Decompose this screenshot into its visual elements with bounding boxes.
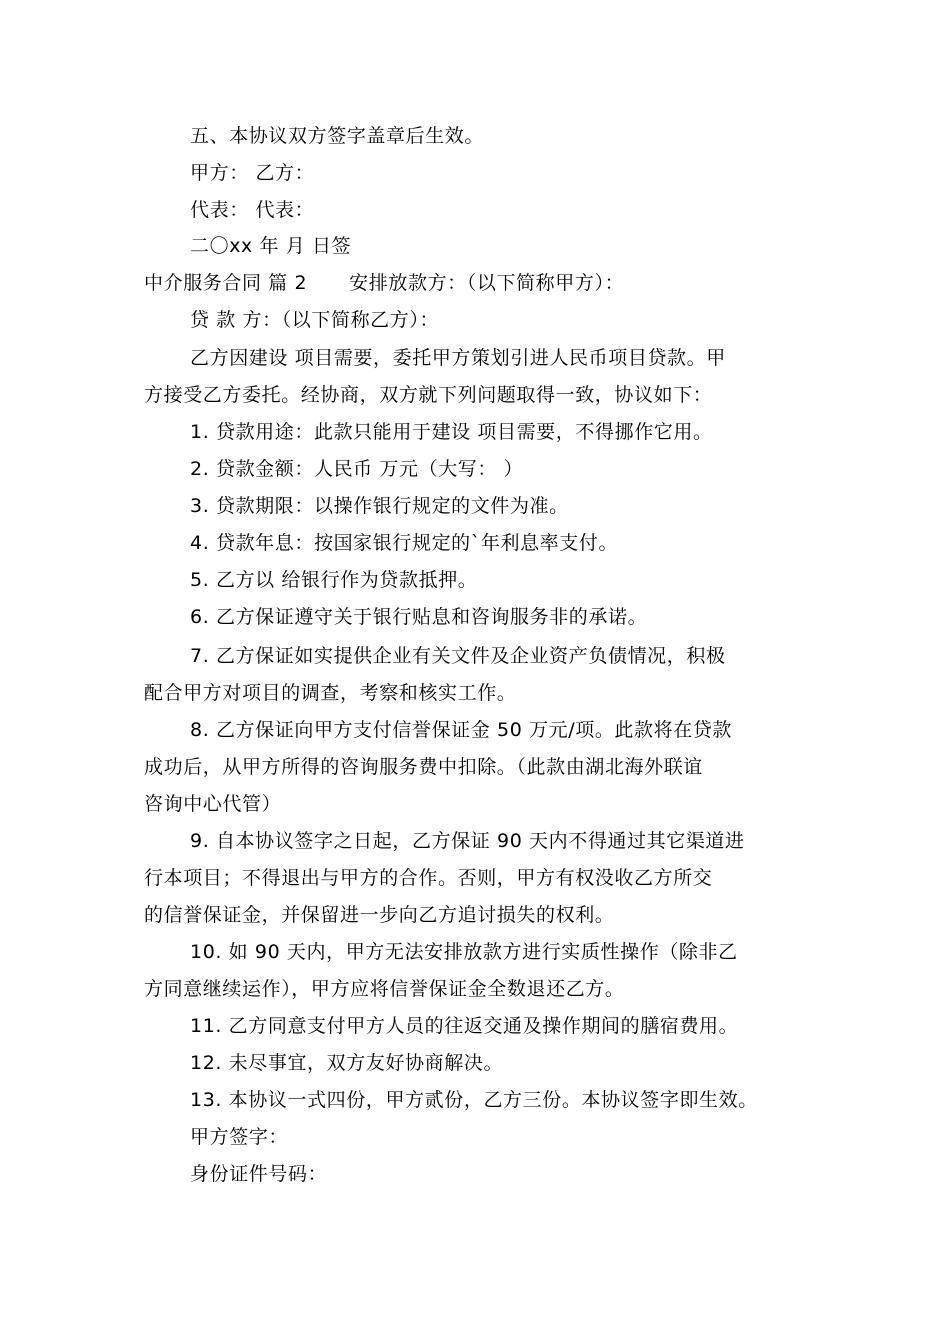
clause-line: 行本项目；不得退出与甲方的合作。否则，甲方有权没收乙方所交 — [144, 867, 713, 889]
clause-line: 8. 乙方保证向甲方支付信誉保证金 50 万元/项。此款将在贷款 — [190, 719, 733, 741]
signature-label: 甲方签字： — [190, 1126, 289, 1148]
paragraph-line: 代表： 代表： — [190, 199, 315, 221]
clause-line: 配合甲方对项目的调查，考察和核实工作。 — [144, 682, 517, 704]
paragraph-line: 贷 款 方：（以下简称乙方）： — [190, 309, 440, 331]
clause-line: 2. 贷款金额：人民币 万元（大写： ） — [190, 458, 524, 480]
id-number-label: 身份证件号码： — [190, 1163, 328, 1185]
section-heading-line — [144, 269, 824, 297]
paragraph-line: 方接受乙方委托。经协商，双方就下列问题取得一致，协议如下： — [144, 384, 713, 406]
paragraph-line: 乙方因建设 项目需要，委托甲方策划引进人民币项目贷款。甲 — [190, 347, 726, 369]
clause-line: 9. 自本协议签字之日起，乙方保证 90 天内不得通过其它渠道进 — [190, 830, 745, 852]
party-a-label: 安排放款方：（以下简称甲方）： — [349, 272, 625, 294]
clause-line: 成功后，从甲方所得的咨询服务费中扣除。（此款由湖北海外联谊 — [144, 756, 703, 778]
paragraph-line: 二〇xx 年 月 日签 — [190, 235, 352, 257]
section-heading: 中介服务合同 篇 2 — [144, 272, 308, 294]
clause-line: 咨询中心代管） — [144, 793, 282, 815]
clause-line: 4. 贷款年息：按国家银行规定的`年利息率支付。 — [190, 532, 619, 554]
clause-line: 6. 乙方保证遵守关于银行贴息和咨询服务非的承诺。 — [190, 606, 648, 628]
clause-line: 5. 乙方以 给银行作为贷款抵押。 — [190, 569, 478, 591]
clause-line: 的信誉保证金，并保留进一步向乙方追讨损失的权利。 — [144, 904, 615, 926]
paragraph-line: 甲方： 乙方： — [190, 162, 315, 184]
clause-line: 3. 贷款期限：以操作银行规定的文件为准。 — [190, 495, 569, 517]
clause-line: 12. 未尽事宜，双方友好协商解决。 — [190, 1052, 504, 1074]
paragraph-line: 五、本协议双方签字盖章后生效。 — [190, 125, 485, 147]
clause-line: 方同意继续运作），甲方应将信誉保证金全数退还乙方。 — [144, 978, 625, 1000]
clause-line: 10. 如 90 天内，甲方无法安排放款方进行实质性操作（除非乙 — [190, 941, 738, 963]
clause-line: 1. 贷款用途：此款只能用于建设 项目需要，不得挪作它用。 — [190, 421, 713, 443]
clause-line: 7. 乙方保证如实提供企业有关文件及企业资产负债情况，积极 — [190, 645, 726, 667]
clause-line: 13. 本协议一式四份，甲方贰份，乙方三份。本协议签字即生效。 — [190, 1089, 758, 1111]
clause-line: 11. 乙方同意支付甲方人员的往返交通及操作期间的膳宿费用。 — [190, 1015, 739, 1037]
